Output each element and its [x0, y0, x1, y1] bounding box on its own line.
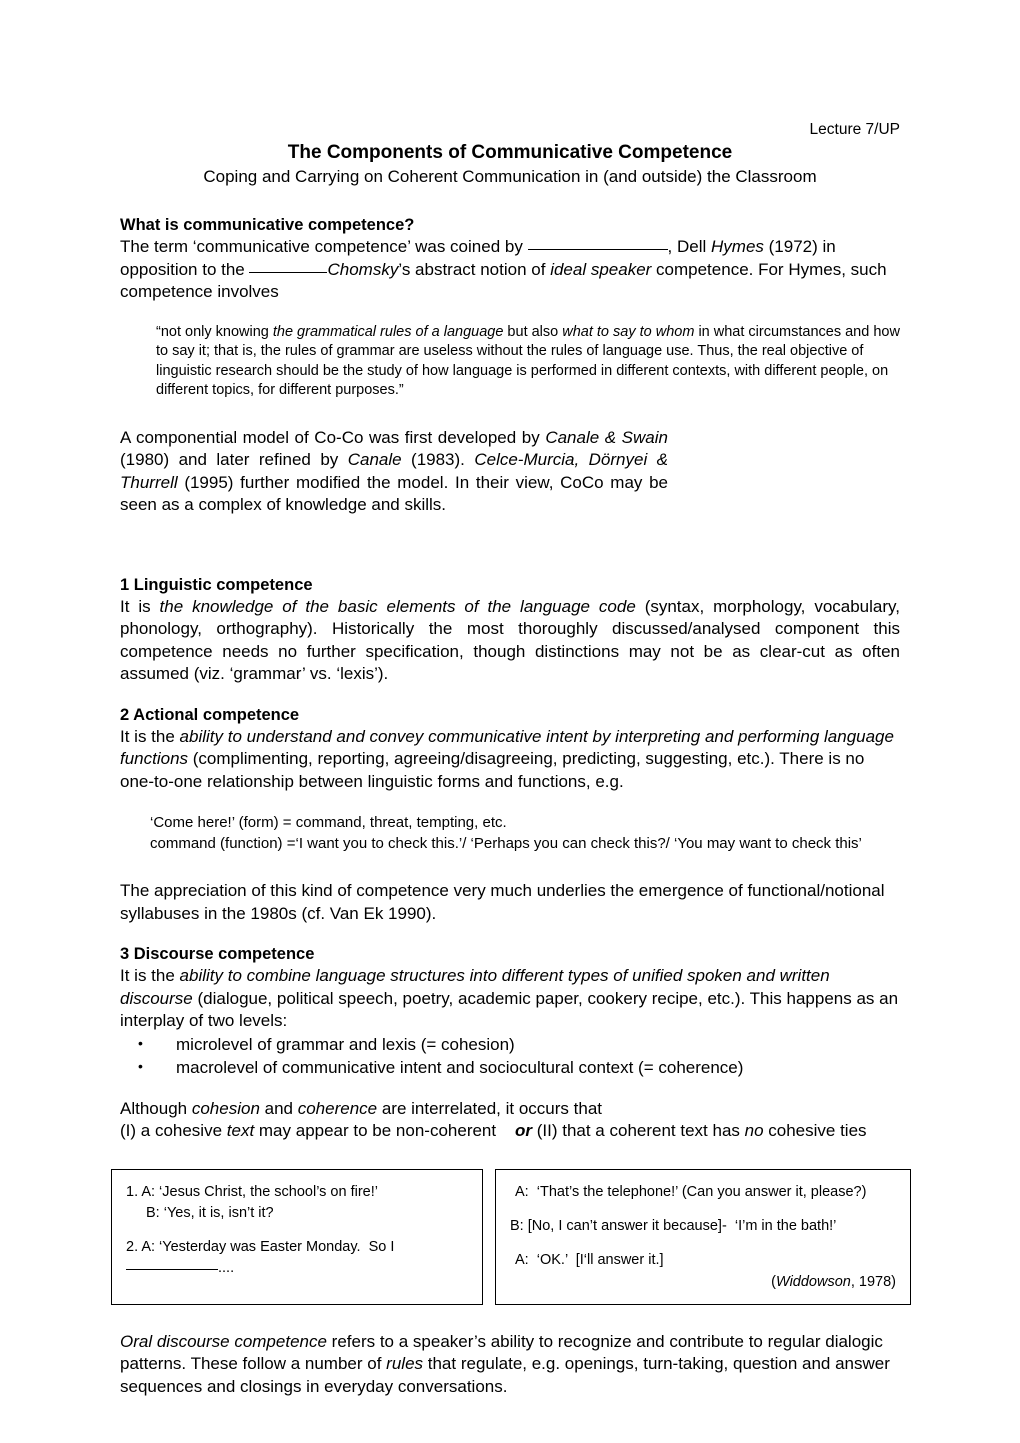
levels-list — [120, 1033, 900, 1079]
contrast-text-2: may appear to be non-coherent — [254, 1121, 497, 1140]
example-line-form: ‘Come here!’ (form) = command, threat, tempting, etc. — [150, 814, 507, 831]
intro-chomsky: Chomsky — [327, 259, 399, 279]
contrast-paragraph — [120, 1120, 900, 1143]
heading-discourse-competence: 3 Discourse competence — [120, 945, 315, 963]
cohesion-coherence-paragraph — [120, 1098, 900, 1121]
contrast-text-1: (I) a cohesive — [120, 1121, 227, 1140]
s2-text-1: It is the — [120, 726, 180, 746]
s3-text-1: It is the — [120, 966, 180, 985]
intro-text-b: , Dell — [667, 237, 712, 256]
s1-italic-1: the knowledge of the basic elements of the language code — [159, 596, 636, 616]
lecture-tag: Lecture 7/UP — [809, 121, 900, 138]
model-celce-murcia: Celce-Murcia, Dörnyei & Thurrell — [120, 450, 668, 492]
blank-fill-2 — [249, 272, 327, 273]
contrast-text-4: cohesive ties — [763, 1121, 867, 1140]
example-line-function: command (function) =‘I want you to check this.’/ ‘Perhaps you can check this?/ ‘You may want to check this’ — [150, 835, 862, 852]
contrast-or: or — [515, 1121, 533, 1140]
blank-fill-1 — [528, 249, 668, 250]
attrib-open-paren: ( — [771, 1273, 777, 1290]
dialogue-box-left — [111, 1169, 483, 1305]
s3-italic-1: ability to combine language structures into different types of unified spoken and written discourse — [120, 966, 830, 1008]
model-text-2: (1980) and later refined by — [120, 450, 348, 469]
list-item: • macrolevel of communicative intent and sociocultural context (= coherence) — [138, 1056, 900, 1079]
heading-linguistic-competence: 1 Linguistic competence — [120, 575, 313, 594]
attrib-author: Widdowson — [776, 1273, 851, 1290]
intro-paragraph — [120, 236, 900, 304]
s3-text-2: (dialogue, political speech, poetry, academic paper, cookery recipe, etc.). This happens as an interplay of two levels: — [120, 988, 899, 1030]
contrast-text-3: (II) that a coherent text has — [532, 1121, 745, 1140]
functional-notional-paragraph: The appreciation of this kind of competence very much underlies the emergence of functional/notional syllabuses in the 1980s (cf. Van Ek 1990). — [120, 881, 885, 923]
s1-text-2: (syntax, morphology, vocabulary, phonology, orthography). Historically the most thoroughly discussed/analysed component this competence needs no further specification, though distinctions may not be as clear-cut as often assumed (viz. ‘grammar’ vs. ‘lexis’). — [120, 596, 900, 683]
dialogue-box-right — [495, 1169, 911, 1305]
quote-part-3: in what circumstances and how to say it; that is, the rules of grammar are useless without the rules of language use. Thus, the real objective of linguistic research should be the study of how language is performed in different contexts, with different people, on different topics, for different purposes.” — [156, 323, 900, 398]
closing-text-1: refers to a speaker’s ability to recognize and contribute to regular dialogic patterns. These follow a number of — [120, 1331, 883, 1373]
componential-model-paragraph — [120, 427, 668, 517]
discourse-competence-paragraph — [120, 965, 900, 1033]
blank-fill-3 — [126, 1269, 218, 1270]
left-box-line-3-text: 2. A: ‘Yesterday was Easter Monday. So I — [126, 1238, 399, 1255]
attribution — [510, 1273, 896, 1292]
right-box-line-1: A: ‘That’s the telephone!’ (Can you answer it, please?) — [515, 1183, 867, 1200]
although-coherence: coherence — [297, 1098, 378, 1118]
quote-italic-2: what to say to whom — [562, 323, 695, 340]
although-text-2: and — [259, 1098, 298, 1118]
model-text-4: (1995) further modified the model. In their view, CoCo may be seen as a complex of knowledge and skills. — [120, 472, 668, 514]
closing-text-2: that regulate, e.g. openings, turn-taking, question and answer sequences and closings in everyday conversations. — [120, 1354, 890, 1396]
heading-what-is-communicative-competence: What is communicative competence? — [120, 216, 415, 234]
page-subtitle: Coping and Carrying on Coherent Communication in (and outside) the Classroom — [203, 167, 817, 186]
closing-italic-2: rules — [386, 1354, 424, 1373]
intro-text-d: ’s abstract notion of — [398, 259, 551, 279]
right-box-line-3: A: ‘OK.’ [I‘ll answer it.] — [515, 1251, 664, 1268]
although-cohesion: cohesion — [191, 1098, 260, 1118]
s1-text-1: It is — [120, 596, 160, 616]
oral-discourse-paragraph — [120, 1331, 900, 1399]
actional-examples — [150, 812, 900, 854]
intro-text-c: (1972) in opposition to the — [120, 237, 836, 279]
although-text-3: are interrelated, it occurs that — [377, 1098, 602, 1118]
model-text-3: (1983). — [401, 450, 475, 469]
model-canale: Canale — [347, 450, 402, 469]
heading-actional-competence: 2 Actional competence — [120, 705, 300, 724]
right-box-line-2: B: [No, I can’t answer it because]- ‘I’m in the bath!’ — [510, 1217, 837, 1234]
linguistic-competence-paragraph — [120, 596, 900, 686]
although-text-1: Although — [120, 1098, 192, 1118]
left-box-line-3 — [126, 1237, 468, 1279]
intro-text-e: competence. For Hymes, such competence involves — [120, 259, 887, 301]
quote-part-2: but also — [503, 323, 563, 340]
intro-ideal-speaker: ideal speaker — [550, 259, 652, 279]
left-box-line-2: B: ‘Yes, it is, isn’t it? — [146, 1204, 274, 1221]
left-box-line-1: 1. A: ‘Jesus Christ, the school’s on fire!’ — [126, 1183, 378, 1200]
page-title: The Components of Communicative Competence — [287, 142, 733, 163]
list-item: • microlevel of grammar and lexis (= cohesion) — [138, 1033, 900, 1056]
document-content — [120, 120, 900, 1398]
hymes-quotation — [156, 323, 900, 401]
quote-italic-1: the grammatical rules of a language — [272, 323, 504, 340]
left-box-line-3-dots: .... — [218, 1259, 235, 1276]
quote-part-1: “not only knowing — [156, 323, 273, 340]
s2-italic-1: ability to understand and convey communicative intent by interpreting and performing language functions — [120, 726, 894, 768]
model-text-1: A componential model of Co-Co was first developed by — [120, 427, 546, 447]
s2-text-2: (complimenting, reporting, agreeing/disagreeing, predicting, suggesting, etc.). There is no one-to-one relationship between linguistic forms and functions, e.g. — [120, 749, 865, 791]
contrast-no: no — [744, 1121, 764, 1140]
closing-italic-1: Oral discourse competence — [120, 1331, 327, 1351]
intro-hymes: Hymes — [711, 237, 764, 256]
model-canale-swain: Canale & Swain — [545, 427, 668, 447]
contrast-text-italic: text — [226, 1121, 255, 1140]
actional-competence-paragraph — [120, 726, 900, 794]
intro-text-a: The term ‘communicative competence’ was coined by — [120, 237, 528, 256]
attrib-year: , 1978) — [850, 1273, 896, 1290]
dialogue-examples-row — [111, 1169, 911, 1305]
